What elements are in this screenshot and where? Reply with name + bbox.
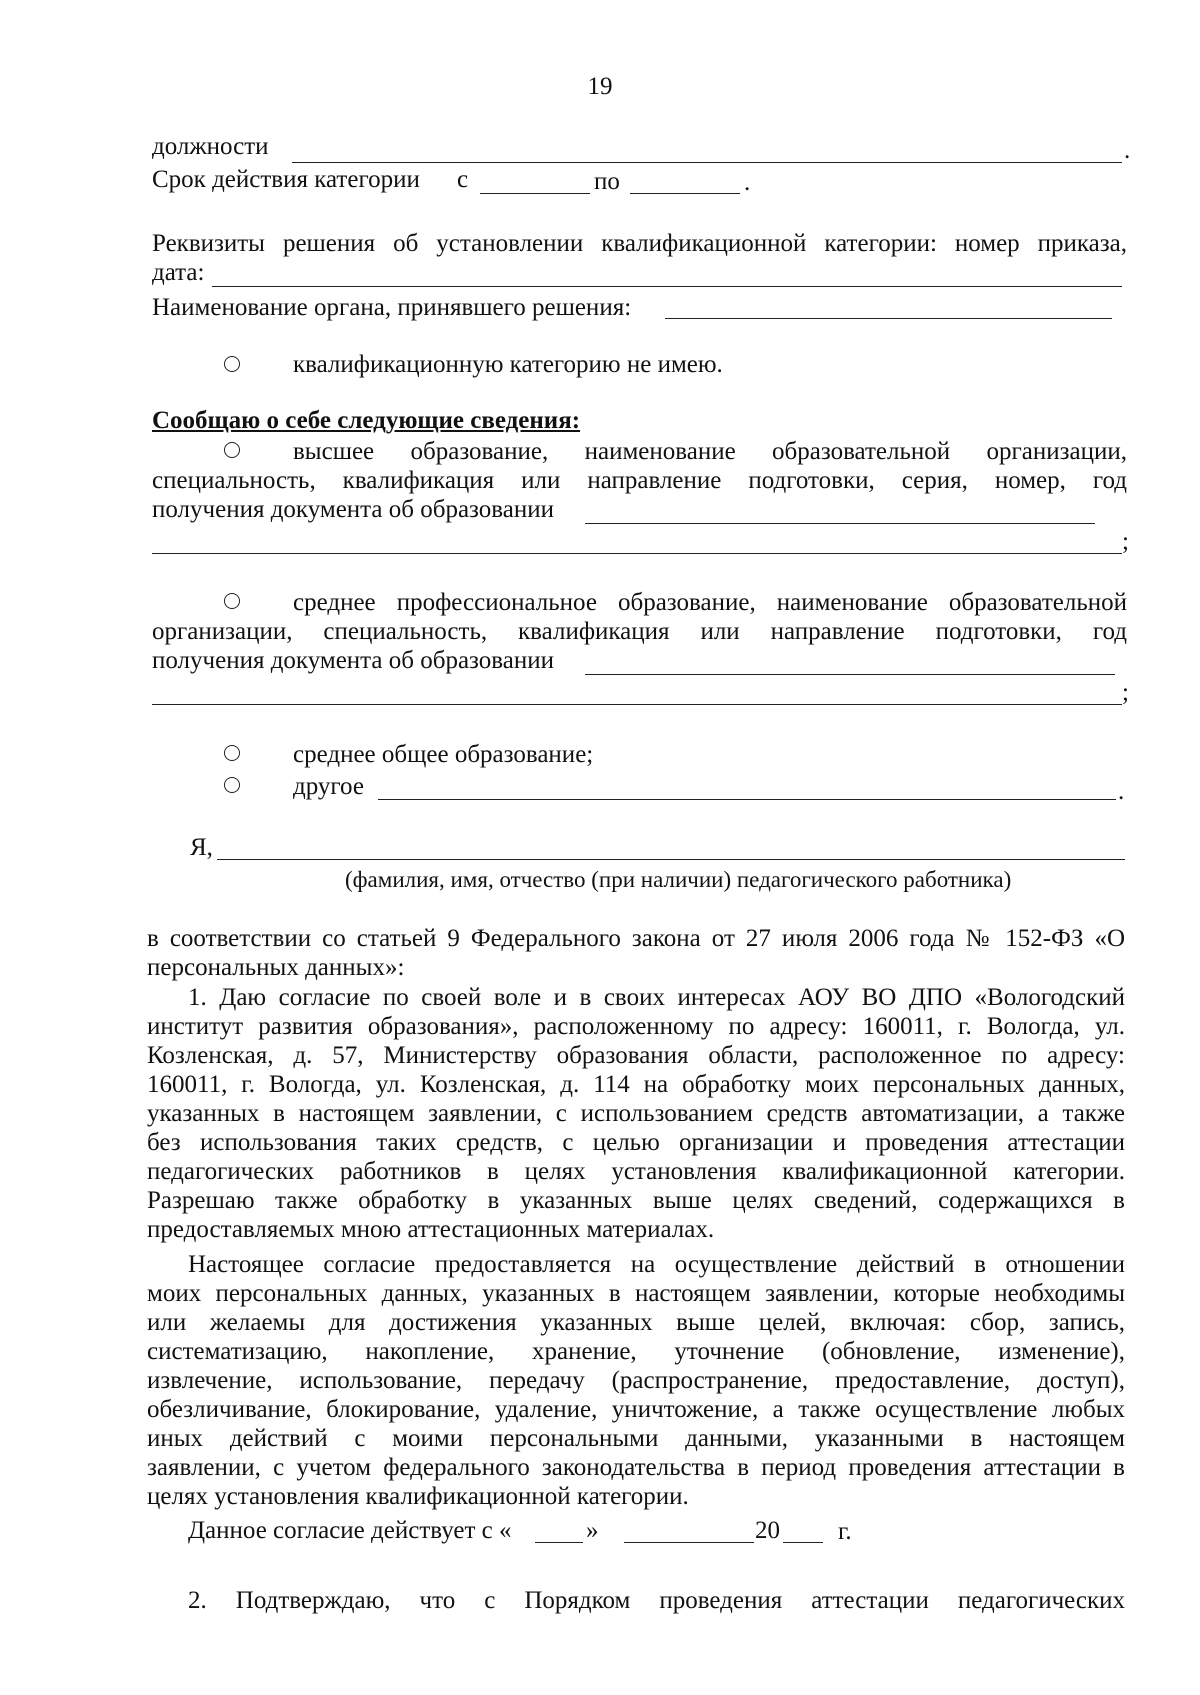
valid-from-label: Данное согласие действует с « [188, 1517, 512, 1544]
validity-from-field[interactable] [480, 193, 590, 194]
consent-paragraph-1: предоставляемых мною аттестационных материалах. [147, 1216, 715, 1243]
consent-paragraph-1: 160011, г. Вологда, ул. Козленская, д. 114 на обработку моих персональных данных, [147, 1071, 1125, 1098]
consent-text: в соответствии со статьей 9 Федерального закона от 27 июля 2006 года № 152-ФЗ «О [147, 925, 1125, 952]
higher-education-text: специальность, квалификация или направление подготовки, серия, номер, год [152, 467, 1127, 494]
consent-paragraph-2: заявлении, с учетом федерального законодательства в период проведения аттестации в [147, 1454, 1125, 1481]
consent-paragraph-1: Разрешаю также обработку в указанных выше целях сведений, содержащихся в [147, 1187, 1125, 1214]
valid-year-field[interactable] [783, 1542, 823, 1543]
other-field[interactable] [378, 799, 1116, 800]
consent-paragraph-1: указанных в настоящем заявлении, с использованием средств автоматизации, а также [147, 1100, 1125, 1127]
period-mark: . [744, 169, 751, 196]
validity-to-label: по [594, 168, 620, 195]
higher-education-field[interactable] [585, 523, 1095, 524]
consent-paragraph-1: 1. Даю согласие по своей воле и в своих интересах АОУ ВО ДПО «Вологодский [188, 984, 1125, 1011]
requisites-date-label: дата: [152, 259, 205, 286]
other-option: другое [293, 773, 364, 800]
period-mark: . [1118, 778, 1125, 805]
validity-from-label: с [457, 166, 469, 193]
year-prefix: 20 [755, 1517, 780, 1544]
valid-day-field[interactable] [535, 1542, 583, 1543]
no-category-option: квалификационную категорию не имею. [293, 351, 723, 378]
valid-month-field[interactable] [624, 1542, 754, 1543]
secondary-prof-text: организации, специальность, квалификация или направление подготовки, год [152, 618, 1127, 645]
confirmation-paragraph: 2. Подтверждаю, что с Порядком проведения аттестации педагогических [188, 1587, 1125, 1614]
secondary-prof-option: среднее профессиональное образование, наименование образовательной [293, 589, 1127, 616]
option-bullet-icon[interactable] [224, 777, 240, 793]
secondary-prof-text: получения документа об образовании [152, 647, 554, 674]
consent-paragraph-1: без использования таких средств, с целью организации и проведения аттестации [147, 1129, 1125, 1156]
full-name-field[interactable] [217, 859, 1125, 860]
consent-paragraph-1: педагогических работников в целях установления квалификационной категории. [147, 1158, 1125, 1185]
option-bullet-icon[interactable] [224, 593, 240, 609]
secondary-prof-field-2[interactable] [152, 704, 1122, 705]
requisites-text: Реквизиты решения об установлении квалификационной категории: номер приказа, [152, 230, 1127, 257]
higher-education-option: высшее образование, наименование образовательной организации, [293, 438, 1127, 465]
validity-label: Срок действия категории [152, 166, 420, 193]
secondary-general-option: среднее общее образование; [293, 741, 594, 768]
consent-paragraph-2: целях установления квалификационной категории. [147, 1483, 689, 1510]
consent-text: персональных данных»: [147, 954, 405, 981]
consent-paragraph-2: обезличивание, блокирование, удаление, уничтожение, а также осуществление любых [147, 1396, 1125, 1423]
page-number: 19 [587, 73, 613, 100]
full-name-caption: (фамилия, имя, отчество (при наличии) педагогического работника) [345, 867, 1012, 892]
secondary-prof-field[interactable] [585, 674, 1115, 675]
consent-paragraph-2: систематизацию, накопление, хранение, уточнение (обновление, изменение), [147, 1338, 1125, 1365]
consent-paragraph-1: институт развития образования», расположенному по адресу: 160011, г. Вологда, ул. [147, 1013, 1125, 1040]
validity-to-field[interactable] [630, 193, 740, 194]
position-label: должности [152, 133, 269, 160]
consent-paragraph-2: Настоящее согласие предоставляется на осуществление действий в отношении [188, 1251, 1125, 1278]
consent-paragraph-2: извлечение, использование, передачу (распространение, предоставление, доступ), [147, 1367, 1125, 1394]
option-bullet-icon[interactable] [224, 442, 240, 458]
authority-label: Наименование органа, принявшего решения: [152, 294, 632, 321]
position-field-line[interactable] [292, 162, 1122, 163]
consent-paragraph-2: иных действий с моими персональными данными, указанными в настоящем [147, 1425, 1125, 1452]
option-bullet-icon[interactable] [224, 356, 240, 372]
year-suffix: г. [838, 1518, 852, 1545]
consent-paragraph-2: или желаемы для достижения указанных выше целей, включая: сбор, запись, [147, 1309, 1125, 1336]
semicolon-mark: ; [1122, 528, 1129, 555]
quote-close: » [586, 1517, 599, 1544]
semicolon-mark: ; [1122, 679, 1129, 706]
period-mark: . [1124, 137, 1131, 164]
authority-field[interactable] [665, 318, 1112, 319]
requisites-date-field[interactable] [212, 286, 1122, 287]
higher-education-text: получения документа об образовании [152, 496, 554, 523]
consent-paragraph-2: моих персональных данных, указанных в настоящем заявлении, которые необходимы [147, 1280, 1125, 1307]
ya-label: Я, [190, 834, 213, 861]
higher-education-field-2[interactable] [152, 553, 1122, 554]
option-bullet-icon[interactable] [224, 745, 240, 761]
info-heading: Сообщаю о себе следующие сведения: [152, 407, 581, 434]
consent-paragraph-1: Козленская, д. 57, Министерству образования области, расположенное по адресу: [147, 1042, 1125, 1069]
